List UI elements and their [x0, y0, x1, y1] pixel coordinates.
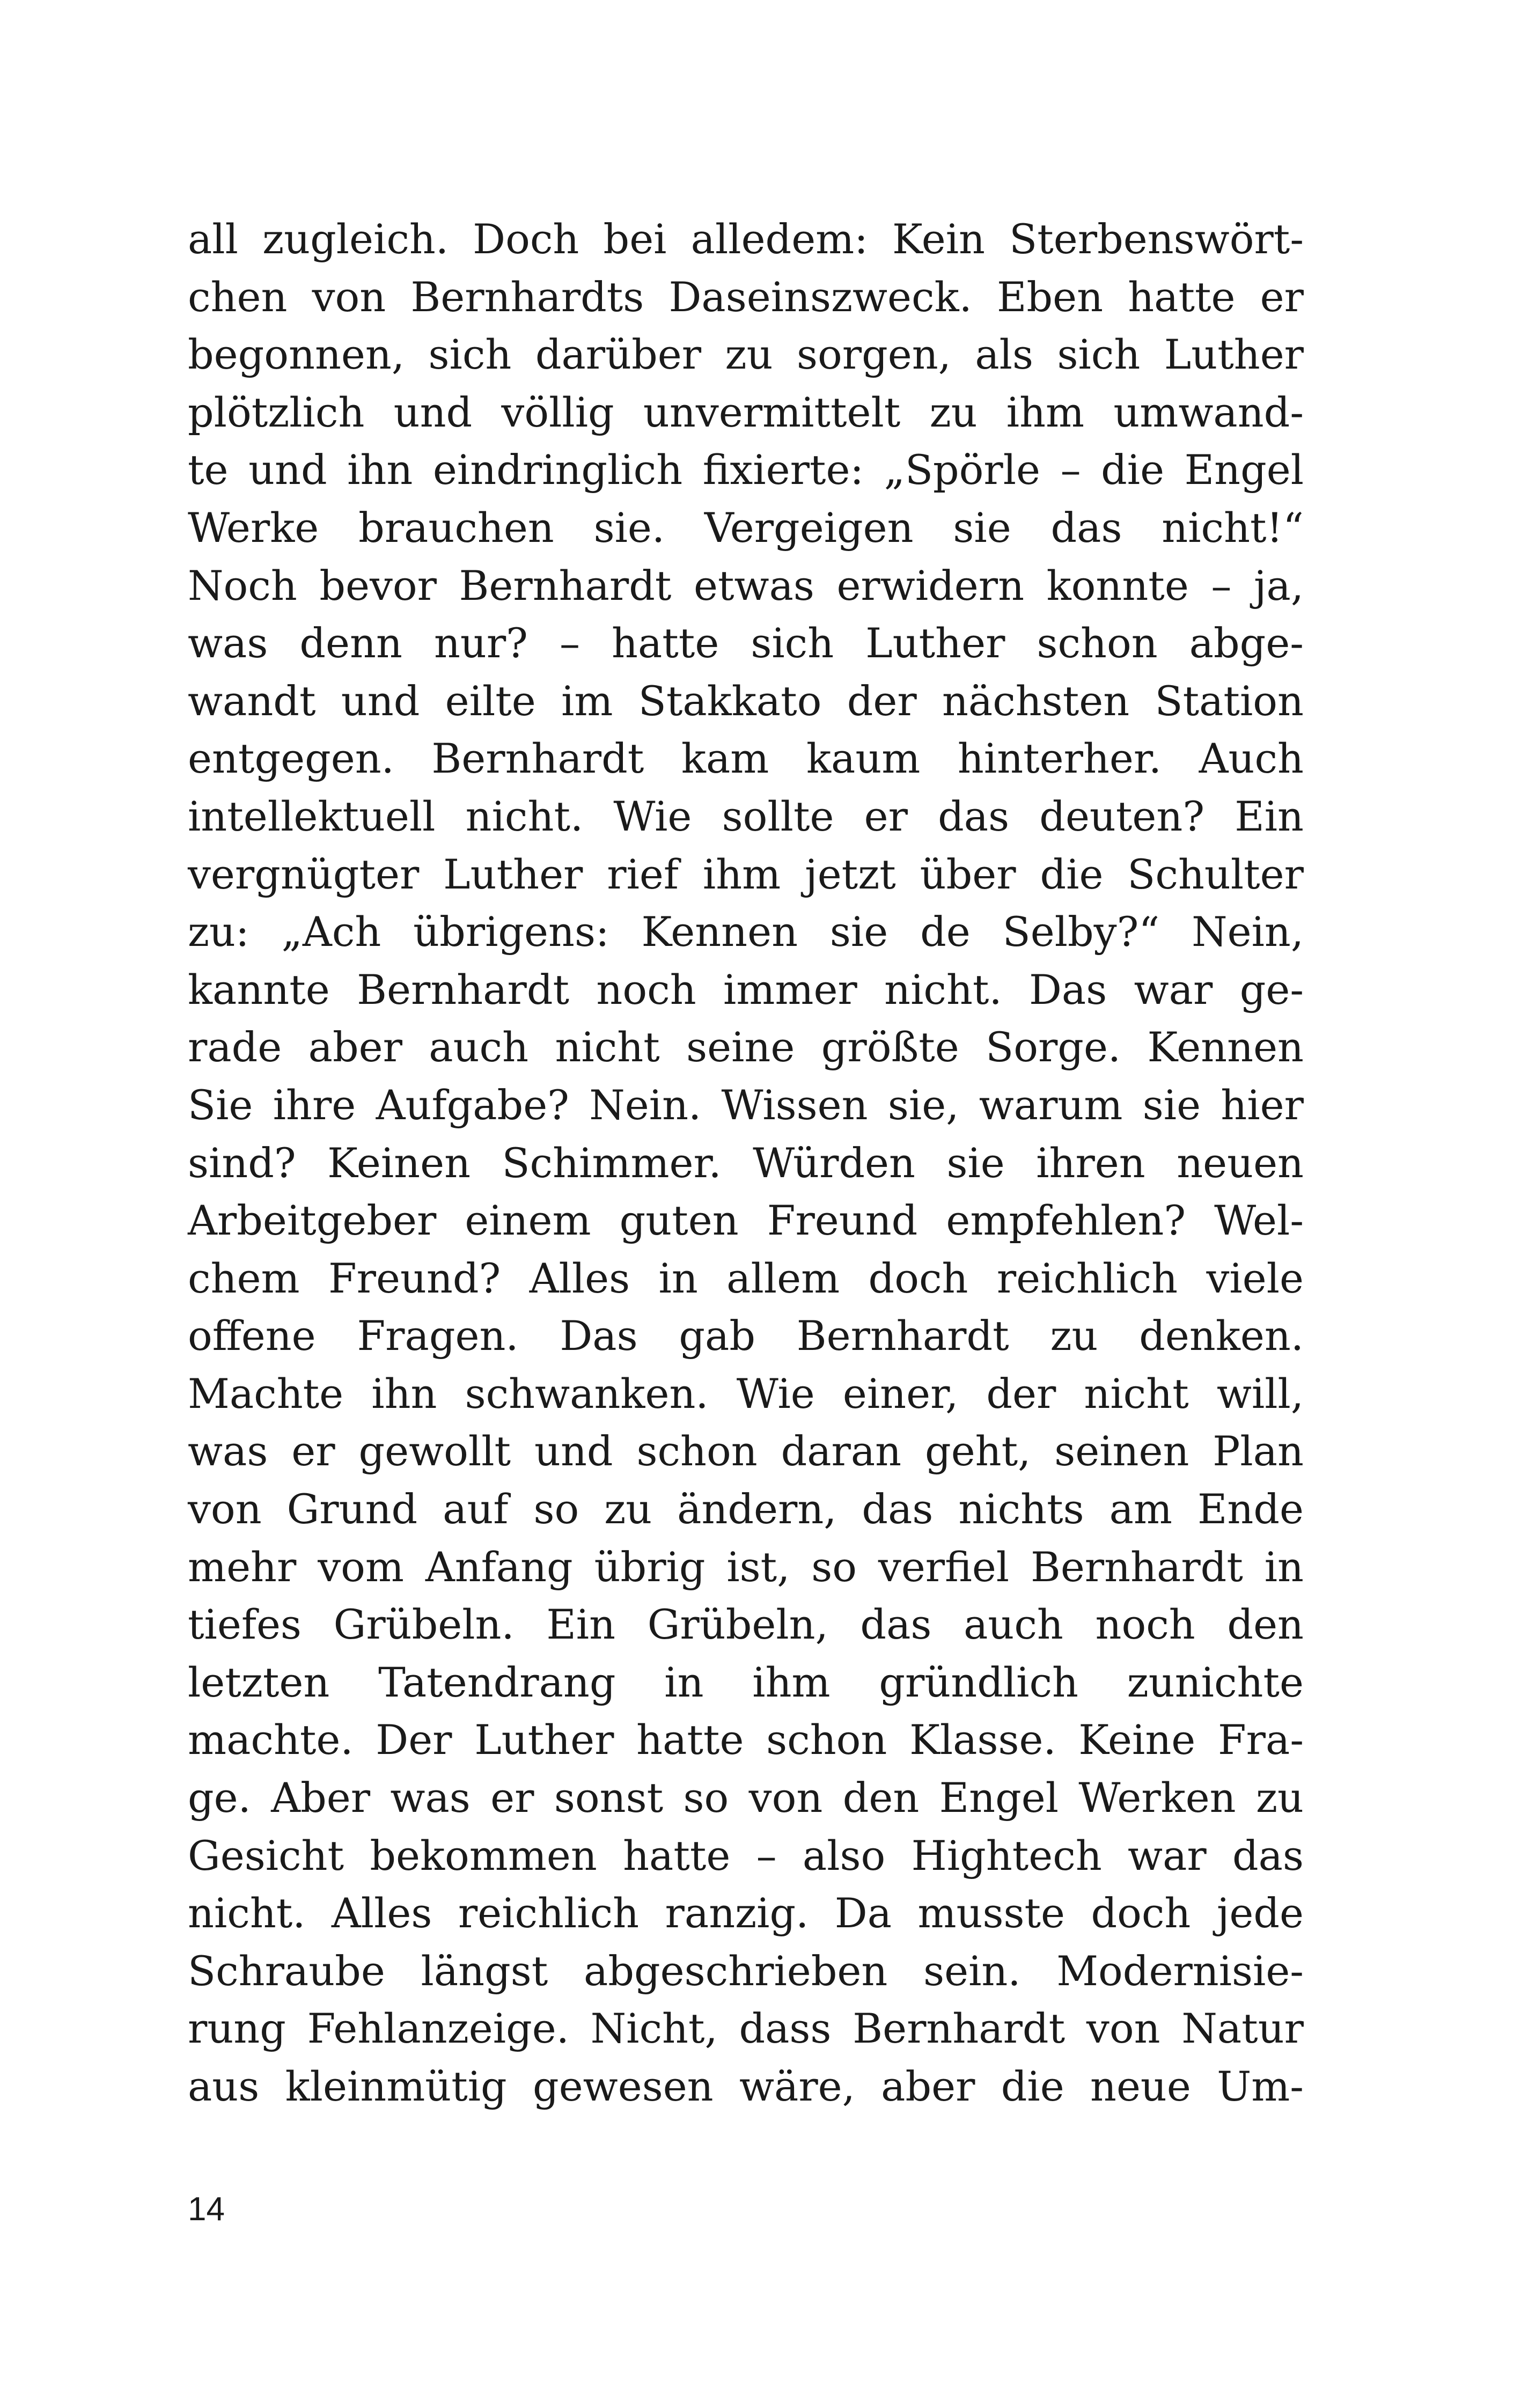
- text-line: rade aber auch nicht seine größte Sorge. Kennen: [188, 1023, 1304, 1071]
- text-line: Gesicht bekommen hatte – also Hightech war das: [188, 1831, 1304, 1880]
- text-line: aus kleinmütig gewesen wäre, aber die neue Um-: [188, 2062, 1304, 2110]
- text-line: wandt und eilte im Stakkato der nächsten Station: [188, 677, 1304, 725]
- text-line: intellektuell nicht. Wie sollte er das deuten? Ein: [188, 792, 1304, 840]
- text-line: mehr vom Anfang übrig ist, so verfiel Bernhardt in: [188, 1543, 1304, 1591]
- text-line: Noch bevor Bernhardt etwas erwidern konnte – ja,: [188, 561, 1304, 610]
- text-line: plötzlich und völlig unvermittelt zu ihm umwand-: [188, 388, 1304, 436]
- text-line: nicht. Alles reichlich ranzig. Da musste doch jede: [188, 1889, 1304, 1937]
- page-number: 14: [188, 2191, 225, 2228]
- text-line: letzten Tatendrang in ihm gründlich zunichte: [188, 1658, 1304, 1706]
- body-text: [188, 210, 1304, 2116]
- text-line: Werke brauchen sie. Vergeigen sie das nicht!“: [188, 503, 1304, 552]
- text-line: entgegen. Bernhardt kam kaum hinterher. Auch: [188, 735, 1304, 783]
- text-line: Arbeitgeber einem guten Freund empfehlen? Wel-: [188, 1196, 1304, 1245]
- text-line: Sie ihre Aufgabe? Nein. Wissen sie, warum sie hier: [188, 1081, 1304, 1129]
- text-line: tiefes Grübeln. Ein Grübeln, das auch noch den: [188, 1601, 1304, 1649]
- text-line: sind? Keinen Schimmer. Würden sie ihren neuen: [188, 1139, 1304, 1187]
- text-line: rung Fehlanzeige. Nicht, dass Bernhardt von Natur: [188, 2005, 1304, 2053]
- text-line: all zugleich. Doch bei alledem: Kein Sterbenswört-: [188, 215, 1304, 263]
- text-line: ge. Aber was er sonst so von den Engel Werken zu: [188, 1774, 1304, 1822]
- text-line: offene Fragen. Das gab Bernhardt zu denken.: [188, 1312, 1304, 1360]
- text-line: was er gewollt und schon daran geht, seinen Plan: [188, 1427, 1304, 1475]
- text-line: Schraube längst abgeschrieben sein. Modernisie-: [188, 1947, 1304, 1995]
- text-line: Machte ihn schwanken. Wie einer, der nicht will,: [188, 1369, 1304, 1418]
- text-line: was denn nur? – hatte sich Luther schon abge-: [188, 619, 1304, 667]
- text-line: te und ihn eindringlich fixierte: „Spörle – die Engel: [188, 446, 1304, 494]
- text-line: kannte Bernhardt noch immer nicht. Das war ge-: [188, 965, 1304, 1014]
- text-line: begonnen, sich darüber zu sorgen, als sich Luther: [188, 331, 1304, 379]
- text-line: chem Freund? Alles in allem doch reichlich viele: [188, 1254, 1304, 1302]
- text-line: vergnügter Luther rief ihm jetzt über die Schulter: [188, 850, 1304, 898]
- text-line: machte. Der Luther hatte schon Klasse. Keine Fra-: [188, 1716, 1304, 1764]
- text-line: chen von Bernhardts Daseinszweck. Eben hatte er: [188, 273, 1304, 321]
- text-line: zu: „Ach übrigens: Kennen sie de Selby?“ Nein,: [188, 908, 1304, 956]
- text-line: von Grund auf so zu ändern, das nichts am Ende: [188, 1485, 1304, 1533]
